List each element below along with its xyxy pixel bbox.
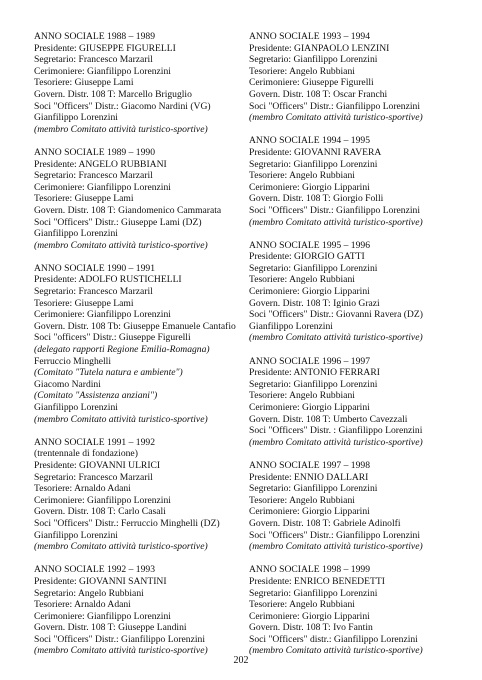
year-entry	[34, 263, 256, 425]
year-entry	[34, 564, 256, 657]
entry-heading: ANNO SOCIALE 1994 – 1995	[249, 135, 370, 147]
role-note: (membro Comitato attività turistico-sportive)	[249, 332, 423, 344]
entry-line: Govern. Distr. 108 T: Giuseppe Landini	[34, 622, 187, 634]
entry-line: Tesoriere: Giuseppe Lami	[34, 297, 134, 309]
entry-line: Soci "Officers" Distr. : Gianfilippo Lorenzini	[249, 425, 423, 437]
entry-line: Govern. Distr. 108 T: Iginio Grazi	[249, 297, 380, 309]
entry-line: Govern. Distr. 108 T: Giorgio Folli	[249, 193, 384, 205]
role-note: (membro Comitato attività turistico-sportive)	[249, 645, 423, 657]
entry-line: Govern. Distr. 108 T: Ivo Fantin	[249, 622, 373, 634]
entry-heading: ANNO SOCIALE 1997 – 1998	[249, 459, 370, 471]
left-column	[34, 31, 256, 669]
entry-line: Tesoriere: Arnaldo Adani	[34, 599, 131, 611]
entry-line: Gianfilippo Lorenzini	[249, 320, 333, 332]
entry-line: Segretario: Gianfilippo Lorenzini	[249, 54, 378, 66]
role-note: (membro Comitato attività turistico-sportive)	[34, 645, 208, 657]
entry-line: Soci "Officers" Distr.: Gianfilippo Lorenzini	[249, 204, 420, 216]
entry-line: Presidente: GIOVANNI SANTINI	[34, 575, 167, 587]
entry-line: Segretario: Gianfilippo Lorenzini	[249, 587, 378, 599]
year-entry	[249, 240, 471, 344]
entry-heading: ANNO SOCIALE 1991 – 1992	[34, 436, 155, 448]
role-note: (membro Comitato attività turistico-sportive)	[249, 112, 423, 124]
entry-line: Segretario: Francesco Marzaril	[34, 471, 153, 483]
entry-heading: ANNO SOCIALE 1993 – 1994	[249, 31, 370, 42]
entry-line: Soci "officers" Distr.: Giuseppe Figurelli	[34, 332, 191, 344]
entry-line: Cerimoniere: Giuseppe Figurelli	[249, 77, 374, 89]
entry-line: Soci "Officers" Distr.: Giacomo Nardini (VG)	[34, 100, 211, 112]
entry-line: Govern. Distr. 108 T: Marcello Briguglio	[34, 88, 192, 100]
entry-line: Cerimoniere: Gianfilippo Lorenzini	[34, 494, 171, 506]
entry-line: Segretario: Francesco Marzaril	[34, 170, 153, 182]
role-note: (membro Comitato attività turistico-sportive)	[34, 541, 208, 553]
entry-line: Soci "Officers" distr.: Gianfilippo Lorenzini	[249, 633, 418, 645]
entry-line: Presidente: GIANPAOLO LENZINI	[249, 42, 390, 54]
entry-line: Segretario: Gianfilippo Lorenzini	[249, 158, 378, 170]
entry-line: Tesoriere: Angelo Rubbiani	[249, 65, 355, 77]
entry-line: Cerimoniere: Gianfilippo Lorenzini	[34, 65, 171, 77]
page-number: 202	[233, 655, 249, 666]
entry-line: Cerimoniere: Giorgio Lipparini	[249, 181, 370, 193]
entry-heading: ANNO SOCIALE 1990 – 1991	[34, 262, 155, 274]
year-entry	[249, 356, 471, 449]
year-entry	[249, 31, 471, 124]
entry-line: Cerimoniere: Giorgio Lipparini	[249, 402, 370, 413]
entry-heading: ANNO SOCIALE 1995 – 1996	[249, 239, 370, 251]
entry-line: Tesoriere: Giuseppe Lami	[34, 77, 134, 89]
entry-line: Presidente: ANGELO RUBBIANI	[34, 158, 167, 170]
entry-line: Presidente: GIUSEPPE FIGURELLI	[34, 42, 176, 54]
entry-line: Segretario: Gianfilippo Lorenzini	[249, 483, 378, 495]
entry-line: Presidente: GIOVANNI ULRICI	[34, 459, 161, 471]
entry-line: Soci "Officers" Distr.: Giovanni Ravera (DZ)	[249, 309, 423, 321]
entry-line: Govern. Distr. 108 T: Oscar Franchi	[249, 88, 388, 100]
entry-line: Presidente: ENRICO BENEDETTI	[249, 575, 385, 587]
entry-line: Segretario: Gianfilippo Lorenzini	[249, 262, 378, 274]
entry-line: Presidente: ANTONIO FERRARI	[249, 367, 380, 379]
entry-line: (trentennale di fondazione)	[34, 448, 138, 460]
entry-line: Ferruccio Minghelli	[34, 355, 111, 367]
entry-line: Gianfilippo Lorenzini	[34, 228, 118, 240]
entry-line: Presidente: GIOVANNI RAVERA	[249, 146, 382, 158]
entry-line: Gianfilippo Lorenzini	[34, 112, 118, 124]
role-note: (membro Comitato attività turistico-sportive)	[249, 436, 423, 448]
entry-line: Segretario: Angelo Rubbiani	[34, 587, 144, 599]
entry-line: Cerimoniere: Giorgio Lipparini	[249, 286, 370, 298]
year-entry	[34, 147, 256, 251]
year-entry	[34, 437, 256, 553]
role-note: (membro Comitato attività turistico-sportive)	[249, 216, 423, 228]
entry-line: Soci "Officers" Distr.: Gianfilippo Lorenzini	[249, 100, 420, 112]
year-entry	[249, 564, 471, 657]
role-note: (membro Comitato attività turistico-sportive)	[34, 239, 208, 251]
role-note: (membro Comitato attività turistico-sportive)	[34, 123, 208, 135]
entry-line: Tesoriere: Angelo Rubbiani	[249, 274, 355, 286]
entry-line: Soci "Officers" Distr.: Giuseppe Lami (DZ)	[34, 216, 202, 228]
year-entry	[249, 460, 471, 553]
entry-line: Cerimoniere: Gianfilippo Lorenzini	[34, 181, 171, 193]
entry-line: Tesoriere: Angelo Rubbiani	[249, 599, 355, 611]
entry-heading: ANNO SOCIALE 1992 – 1993	[34, 564, 155, 576]
entry-line: Tesoriere: Arnaldo Adani	[34, 483, 131, 495]
entry-line: Presidente: ENNIO DALLARI	[249, 471, 369, 483]
entry-line: Presidente: GIORGIO GATTI	[249, 251, 365, 263]
entry-line: Cerimoniere: Gianfilippo Lorenzini	[34, 610, 171, 622]
entry-line: Soci "Officers" Distr.: Gianfilippo Lorenzini	[34, 633, 205, 645]
entry-line: Gianfilippo Lorenzini	[34, 402, 118, 413]
entry-line: Tesoriere: Angelo Rubbiani	[249, 170, 355, 182]
year-entry	[34, 31, 256, 135]
entry-line: Tesoriere: Angelo Rubbiani	[249, 494, 355, 506]
entry-line: Tesoriere: Giuseppe Lami	[34, 193, 134, 205]
entry-line: Segretario: Francesco Marzaril	[34, 286, 153, 298]
entry-heading: ANNO SOCIALE 1998 – 1999	[249, 564, 370, 576]
year-entry	[249, 135, 471, 228]
entry-line: Govern. Distr. 108 T: Gabriele Adinolfi	[249, 517, 401, 529]
entry-line: Cerimoniere: Gianfilippo Lorenzini	[34, 309, 171, 321]
entry-line: Govern. Distr. 108 T: Giandomenico Cammarata	[34, 204, 222, 216]
entry-heading: ANNO SOCIALE 1988 – 1989	[34, 31, 155, 42]
role-note: (membro Comitato attività turistico-sportive)	[34, 413, 208, 425]
entry-heading: ANNO SOCIALE 1996 – 1997	[249, 355, 370, 367]
role-note: (Comitato "Tutela natura e ambiente")	[34, 367, 183, 379]
entry-line: Govern. Distr. 108 Tb: Giuseppe Emanuele Cantafio	[34, 320, 236, 332]
entry-line: Presidente: ADOLFO RUSTICHELLI	[34, 274, 182, 286]
entry-line: Cerimoniere: Giorgio Lipparini	[249, 610, 370, 622]
entry-line: Segretario: Francesco Marzaril	[34, 54, 153, 66]
entry-line: Giacomo Nardini	[34, 378, 101, 390]
entry-line: Govern. Distr. 108 T: Umberto Cavezzali	[249, 413, 408, 425]
entry-line: Cerimoniere: Giorgio Lipparini	[249, 506, 370, 518]
right-column	[249, 31, 471, 669]
role-note: (membro Comitato attività turistico-sportive)	[249, 541, 423, 553]
entry-line: Tesoriere: Angelo Rubbiani	[249, 390, 355, 402]
role-note: (delegato rapporti Regione Emilia-Romagna)	[34, 344, 210, 356]
entry-line: Soci "Officers" Distr.: Ferruccio Minghelli (DZ)	[34, 517, 220, 529]
entry-line: Soci "Officers" Distr.: Gianfilippo Lorenzini	[249, 529, 420, 541]
entry-line: Govern. Distr. 108 T: Carlo Casali	[34, 506, 166, 518]
entry-line: Gianfilippo Lorenzini	[34, 529, 118, 541]
role-note: (Comitato "Assistenza anziani")	[34, 390, 158, 402]
entry-heading: ANNO SOCIALE 1989 – 1990	[34, 146, 155, 158]
entry-line: Segretario: Gianfilippo Lorenzini	[249, 378, 378, 390]
